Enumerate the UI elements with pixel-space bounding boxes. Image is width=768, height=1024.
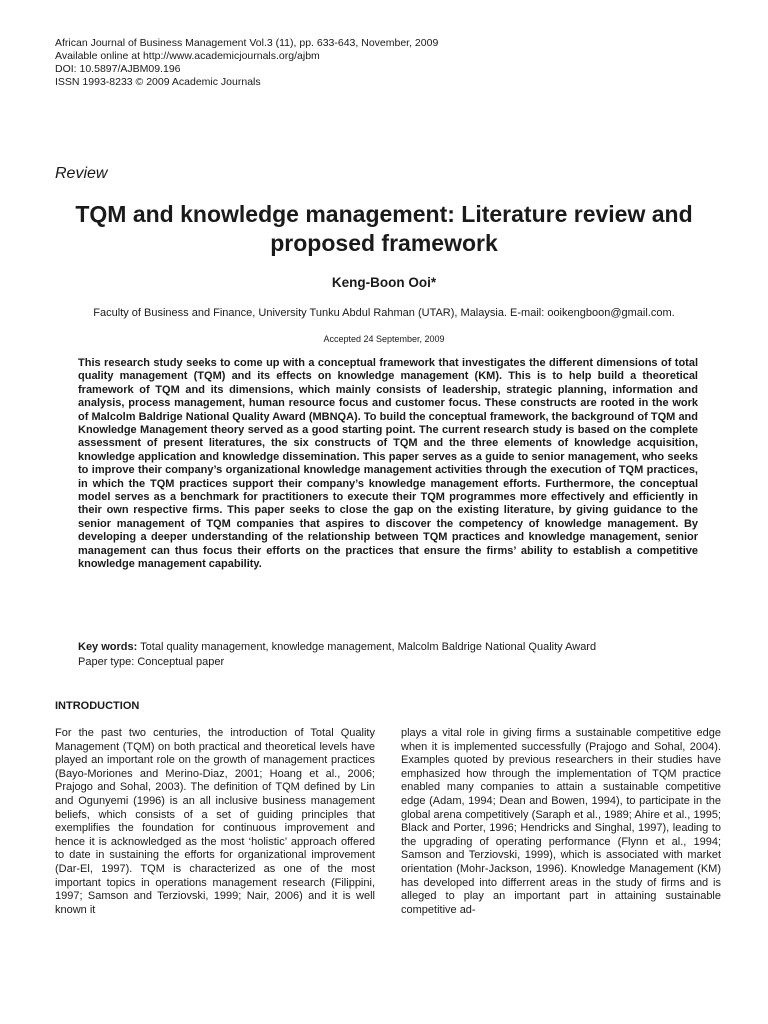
- abstract: This research study seeks to come up with a conceptual framework that investigates the different dimensions of total quality management (TQM) and its effects on knowledge management (KM). This is to help build a theoretical framework of TQM and its dimensions, which mainly consists of leadership, strategic planning, information and analysis, process management, human resource focus and customer focus. These constructs are rooted in the work of Malcolm Baldrige National Quality Award (MBNQA). To build the conceptual framework, the background of TQM and Knowledge Management theory served as a good starting point. The current research study is based on the complete assessment of present literatures, the six constructs of TQM and the three elements of knowledge acquisition, knowledge application and knowledge dissemination. This paper serves as a guide to senior management, who seeks to improve their company’s organizational knowledge management activities through the execution of TQM practices, in which the TQM practices support their company’s knowledge management efforts. Furthermore, the conceptual model serves as a benchmark for practitioners to execute their TQM programmes more effectively and efficiently in their own respective firms. This paper seeks to close the gap on the existing literature, by giving guidance to the senior management of TQM companies that aspires to discover the competency of knowledge management. By developing a deeper understanding of the relationship between TQM practices and knowledge management, senior management can thus focus their efforts on the practices that ensure the firms’ ability to establish a competitive knowledge management capability.: [78, 357, 698, 571]
- online-availability: Available online at http://www.academicjournals.org/ajbm: [55, 50, 320, 62]
- article-type: Review: [55, 165, 108, 182]
- body-column-right: plays a vital role in giving firms a sustainable competitive edge when it is implemented successfully (Prajogo and Sohal, 2004). Examples quoted by previous researchers in their studies have emphasized how through the implementation of TQM practice enabled many companies to attain a sustainable competitive edge (Adam, 1994; Dean and Bowen, 1994), to participate in the global arena competitively (Saraph et al., 1989; Ahire et al., 1995; Black and Porter, 1996; Hendricks and Singhal, 1997), leading to the upgrading of operating performance (Flynn et al., 1994; Samson and Terziovski, 1999), which is associated with market orientation (Mohr-Jackson, 1996). Knowledge Management (KM) has developed into differrent areas in the study of firms and is alleged to play an important part in attaining sustainable competitive ad-: [401, 727, 721, 916]
- journal-header: [55, 37, 438, 89]
- body-column-left: For the past two centuries, the introduction of Total Quality Management (TQM) on both practical and theoretical levels have played an important role on the growth of management practices (Bayo-Moriones and Merino-Diaz, 2001; Hoang et al., 2006; Prajogo and Sohal, 2003). The definition of TQM defined by Lin and Ogunyemi (1996) is an all inclusive business management beliefs, which consists of a set of guiding principles that exemplifies the foundation for continuous improvement and hence it is acknowledged as the most ‘holistic’ approach offered to date in sustaining the efforts for organizational improvement (Dar-El, 1997). TQM is characterized as one of the most important topics in operations management research (Filippini, 1997; Samson and Terziovski, 1999; Nair, 2006) and it is well known it: [55, 727, 375, 916]
- keywords-line: [78, 640, 718, 655]
- doi: DOI: 10.5897/AJBM09.196: [55, 63, 181, 75]
- author-affiliation: Faculty of Business and Finance, University Tunku Abdul Rahman (UTAR), Malaysia. E-mail: ooikengboon@gmail.com.: [93, 307, 675, 319]
- keywords-label: Key words:: [78, 641, 138, 653]
- paper-title: TQM and knowledge management: Literature review and proposed framework: [75, 201, 693, 256]
- accepted-date: Accepted 24 September, 2009: [323, 334, 445, 344]
- section-heading-introduction: INTRODUCTION: [55, 700, 140, 712]
- journal-citation: African Journal of Business Management Vol.3 (11), pp. 633-643, November, 2009: [55, 37, 439, 49]
- keywords-text: Total quality management, knowledge management, Malcolm Baldrige National Quality Award: [140, 641, 597, 653]
- issn: ISSN 1993-8233 © 2009 Academic Journals: [55, 76, 261, 88]
- author-name: Keng-Boon Ooi*: [331, 275, 437, 290]
- paper-type: Paper type: Conceptual paper: [78, 656, 225, 668]
- keywords-block: [78, 640, 718, 670]
